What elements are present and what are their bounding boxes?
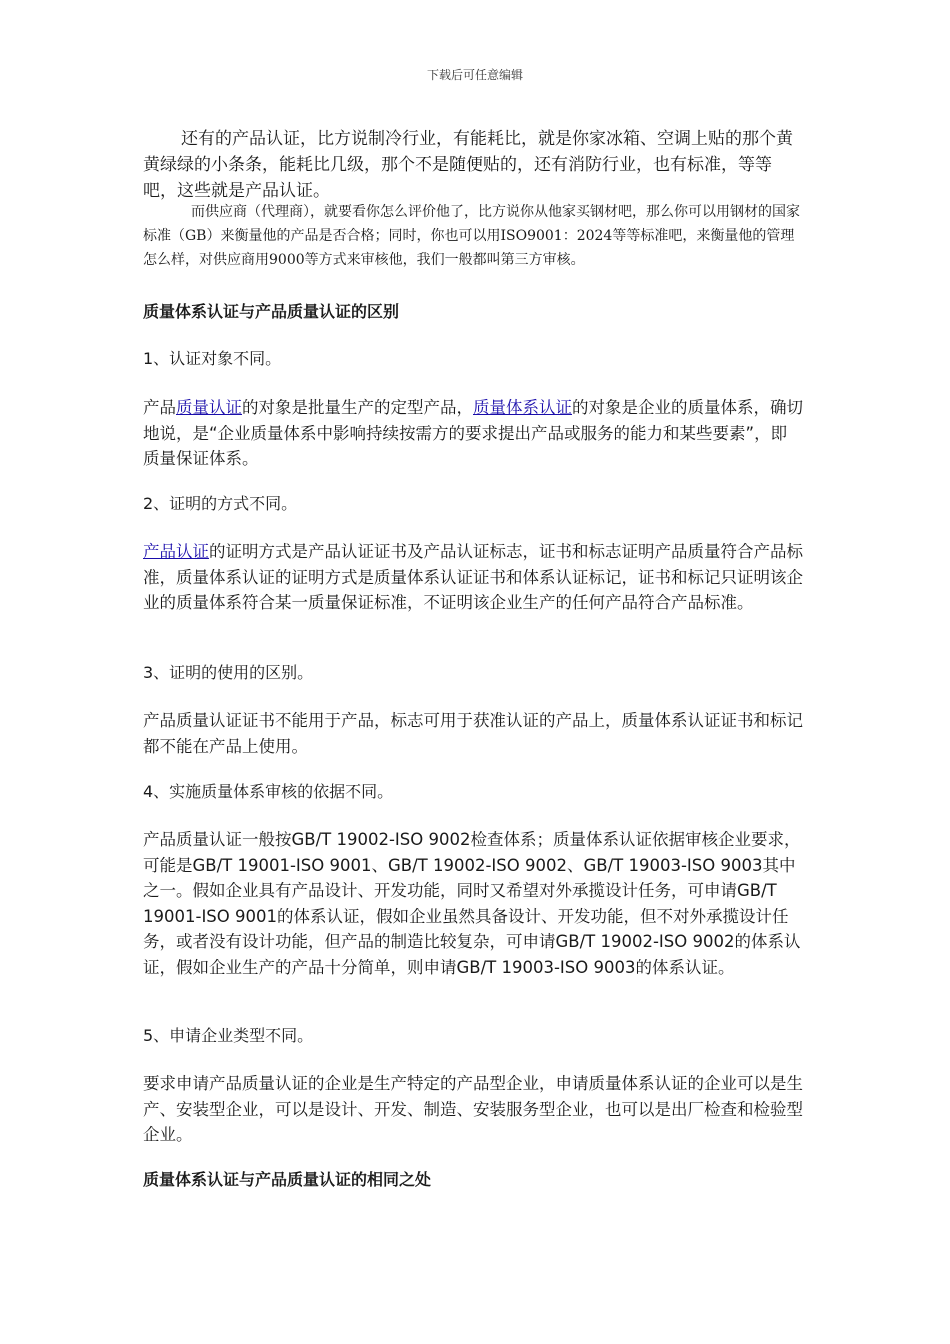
item-3-text: 产品质量认证证书不能用于产品，标志可用于获准认证的产品上，质量体系认证证书和标记都不能在产品上使用。: [143, 711, 803, 756]
section-title-differences: 质量体系认证与产品质量认证的区别: [143, 302, 400, 321]
item-2-heading: 2、证明的方式不同。: [143, 494, 298, 513]
item-4-text: 产品质量认证一般按GB/T 19002-ISO 9002检查体系；质量体系认证依据审核企业要求，可能是GB/T 19001-ISO 9001、GB/T 19002-ISO 9002、GB/T 19003-ISO 9003其中之一。假如企业具有产品设计、开发功能，同时又希望对外承揽设计任务，可申请GB/T 19001-ISO 9001的体系认证，假如企业虽然具备设计、开发功能，但不对外承揽设计任务，或者没有设计功能，但产品的制造比较复杂，可申请GB/T 19002-ISO 9002的体系认证，假如企业生产的产品十分简单，则申请GB/T 19003-ISO 9003的体系认证。: [143, 830, 801, 977]
item-4-heading: 4、实施质量体系审核的依据不同。: [143, 782, 394, 801]
link-product-certification[interactable]: 产品认证: [143, 542, 209, 561]
item-5-heading: 5、申请企业类型不同。: [143, 1026, 314, 1045]
section-title-similarities: 质量体系认证与产品质量认证的相同之处: [143, 1170, 432, 1189]
item-5-text: 要求申请产品质量认证的企业是生产特定的产品型企业，申请质量体系认证的企业可以是生产、安装型企业，可以是设计、开发、制造、安装服务型企业，也可以是出厂检查和检验型企业。: [143, 1074, 803, 1144]
link-quality-certification[interactable]: 质量认证: [176, 398, 242, 417]
paragraph-supplier-evaluation: 而供应商（代理商），就要看你怎么评价他了，比方说你从他家买钢材吧，那么你可以用钢材的国家标准（GB）来衡量他的产品是否合格；同时，你也可以用ISO9001：2024等等标准吧，来衡量他的管理怎么样，对供应商用9000等方式来审核他，我们一般都叫第三方审核。: [143, 204, 800, 268]
paragraph-product-certification: 还有的产品认证，比方说制冷行业，有能耗比，就是你家冰箱、空调上贴的那个黄黄绿绿的小条条，能耗比几级，那个不是随便贴的，还有消防行业，也有标准，等等吧，这些就是产品认证。: [143, 129, 793, 201]
item-2-text: 产品认证的证明方式是产品认证证书及产品认证标志，证书和标志证明产品质量符合产品标准，质量体系认证的证明方式是质量体系认证证书和体系认证标记，证书和标记只证明该企业的质量体系符合某一质量保证标准，不证明该企业生产的任何产品符合产品标准。: [143, 542, 803, 612]
link-quality-system-certification[interactable]: 质量体系认证: [473, 398, 572, 417]
item-3-heading: 3、证明的使用的区别。: [143, 663, 314, 682]
item-1-text: 产品质量认证的对象是批量生产的定型产品，质量体系认证的对象是企业的质量体系，确切地说，是“企业质量体系中影响持续按需方的要求提出产品或服务的能力和某些要素”，即质量保证体系。: [143, 398, 803, 468]
item-1-heading: 1、认证对象不同。: [143, 349, 282, 368]
page-header: 下载后可任意编辑: [426, 68, 523, 82]
